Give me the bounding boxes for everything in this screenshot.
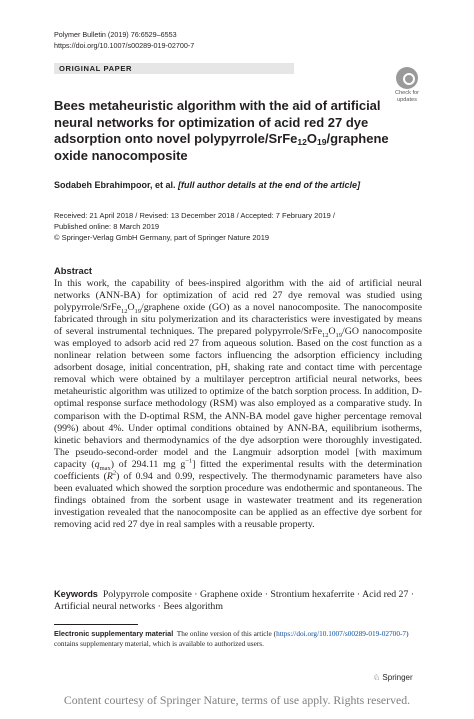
journal-header (54, 30, 194, 51)
article-title: Bees metaheuristic algorithm with the aid of artificial neural networks for optimization of acid red 27 dye adsorption onto novel polypyrrole/$SrFe_{12}O_{19}$/graphene oxide nanocomposite (54, 98, 389, 164)
check-updates-icon (396, 67, 418, 89)
check-updates-line1: Check for (395, 90, 419, 96)
abstract-body: In this work, the capability of bees-inspired algorithm with the aid of artificial neural networks (ANN-BA) for optimization of acid red 27 dye removal was studied using polypyrrole/$SrFe_{12}O_{19}$/graphene oxide (GO) as a novel nanocomposite. The nanocomposite fabricated through in situ polymerization and its characteristics were investigated by means of several instrumental techniques. The prepared polypyrrole/$SrFe_{12}O_{19}/GO$ nanocomposite was employed to adsorb acid red 27 from aqueous solution. Based on the cost function as a nonlinear relation between some factors influencing the adsorption efficiency including adsorbent dosage, initial concentration, pH, shaking rate and contact time with percentage removal which were obtained by a multilayer perceptron artificial neural networks, bees metaheuristic algorithm was utilized to optimize of the batch sorption process. In addition, D-optimal response surface methodology (RSM) was also employed as a comparative study. In comparison with the D-optimal RSM, the ANN-BA model gave higher percentage removal (99%) about 4%. Under optimal conditions obtained by ANN-BA, equilibrium isotherms, kinetic behaviors and thermodynamics of the dye adsorption were thoroughly investigated. The pseudo-second-order model and the Langmuir adsorption model [with maximum capacity $(q_{max})$ of 294.11 mg $g^{-1}$] fitted the experimental results with the determination coefficients $(R^2)$ of 0.94 and 0.99, respectively. The thermodynamic parameters have also been evaluated which showed the sorption procedure was endothermic and spontaneous. The findings obtained from the sorbent usage in wastewater treatment and its regeneration investigation revealed that the nanocomposite can be applied as an effective dye sorbent for removing acid red 27 dye in real samples with a reusable property. (54, 278, 422, 530)
journal-doi[interactable]: https://doi.org/10.1007/s00289-019-02700-7 (54, 40, 195, 50)
keywords (54, 588, 422, 614)
author-details-note: [full author details at the end of the article] (178, 180, 361, 190)
journal-citation: Polymer Bulletin (2019) 76:6529–6553 (54, 30, 177, 39)
supplementary-note: Electronic supplementary material The online version of this article (https://doi.org/10.1007/s00289-019-02700-7) contains supplementary material, which is available to authorized users. (54, 629, 409, 648)
springer-horse-icon: ♘ (373, 673, 381, 682)
abstract-heading: Abstract (54, 265, 93, 276)
keywords-label: Keywords (54, 589, 98, 599)
esm-link[interactable]: https://doi.org/10.1007/s00289-019-02700-7 (276, 629, 407, 638)
springer-logo: ♘ Springer (373, 673, 413, 682)
dates-line1: Received: 21 April 2018 / Revised: 13 December 2018 / Accepted: 7 February 2019 / (54, 211, 336, 220)
footnote-divider (54, 624, 138, 625)
esm-label: Electronic supplementary material (54, 629, 174, 638)
courtesy-banner: Content courtesy of Springer Nature, terms of use apply. Rights reserved. (63, 693, 411, 707)
article-dates (54, 210, 424, 243)
author-line (54, 180, 360, 190)
article-type-label: ORIGINAL PAPER (59, 64, 133, 73)
article-type-badge (54, 63, 294, 74)
copyright-line: © Springer-Verlag GmbH Germany, part of Springer Nature 2019 (54, 233, 270, 242)
keywords-text: Polypyrrole composite · Graphene oxide · Strontium hexaferrite · Acid red 27 · Artificial neural networks · Bees algorithm (54, 589, 415, 613)
dates-line2: Published online: 8 March 2019 (54, 222, 160, 231)
check-updates-line2: updates (397, 97, 417, 103)
author-name[interactable]: Sodabeh Ebrahimpoor, et al. (54, 180, 176, 190)
